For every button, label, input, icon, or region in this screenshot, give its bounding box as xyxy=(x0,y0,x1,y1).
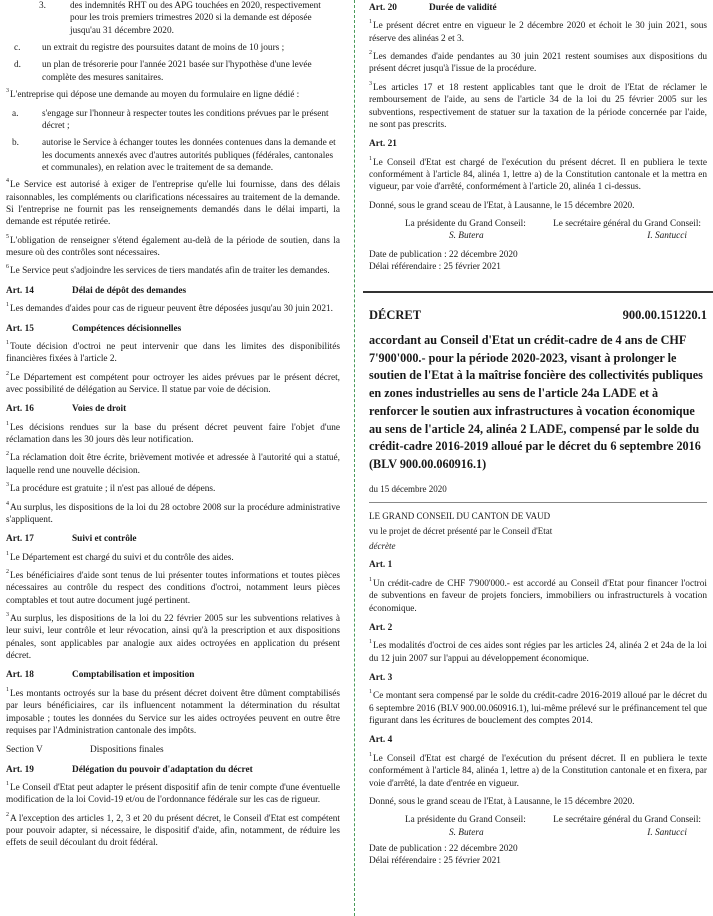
article-heading: Art. 17 Suivi et contrôle xyxy=(6,534,137,545)
section-heading: Section V Dispositions finales xyxy=(6,745,164,756)
paragraph: $^2$Les bénéficiaires d'aide sont tenus de lui présenter toutes informations et toutes pièces nécessaires au contrôle du respect des conditions d'octroi, notamment leurs pièces comptables et tout autre document jugé pertinent. xyxy=(6,568,340,606)
list-item: b. autorise le Service à échanger toutes les données contenues dans la demande et les documents annexés avec d'autres autorités publiques (fédérales, cantonales et communales), en relation avec le traitement de sa demande. xyxy=(12,138,336,173)
paragraph: $^2$Les demandes d'aide pendantes au 30 juin 2021 restent soumises aux dispositions du présent décret jusqu'à l'issue de la procédure. xyxy=(369,50,707,75)
list-item: a. s'engage sur l'honneur à respecter toutes les conditions prévues par le présent décret ; xyxy=(12,108,329,131)
paragraph: $^3$L'entreprise qui dépose une demande au moyen du formulaire en ligne dédié : xyxy=(6,88,300,101)
article-heading: Art. 18 Comptabilisation et imposition xyxy=(6,670,195,681)
given-clause: Donné, sous le grand sceau de l'Etat, à Lausanne, le 15 décembre 2020. xyxy=(369,796,635,807)
article-heading: Art. 15 Compétences décisionnelles xyxy=(6,323,182,334)
paragraph: $^3$Les articles 17 et 18 restent applicables tant que le droit de l'Etat de réclamer le remboursement de l'aide, au sens de l'article 34 de la loi du 25 février 2005 sur les subventions, respectivement de statuer sur la taxation de la période concernée par l'aide, ne sont pas prescrits. xyxy=(369,80,707,130)
paragraph: $^4$Le Service est autorisé à exiger de l'entreprise qu'elle lui fournisse, dans des délais raisonnables, les compléments ou clarifications nécessaires au traitement de la demande. Si l'entreprise ne fournit pas les renseignements demandés dans le délai imparti, la demande est réputée retirée. xyxy=(6,178,340,228)
paragraph: $^1$Ce montant sera compensé par le solde du crédit-cadre 2016-2019 alloué par le décret du 6 septembre 2016 (BLV 900.00.060916.1), lui-même prélevé sur le préfinancement tel que figurant dans les écritures de bouclement des comptes 2014. xyxy=(369,689,707,727)
publication-date: Date de publication : 22 décembre 2020 xyxy=(369,843,518,854)
right-column xyxy=(369,0,707,868)
decree-label: DÉCRET xyxy=(369,308,422,323)
decree-date: du 15 décembre 2020 xyxy=(369,483,447,494)
given-clause: Donné, sous le grand sceau de l'Etat, à Lausanne, le 15 décembre 2020. xyxy=(369,200,635,211)
paragraph: $^1$Le présent décret entre en vigueur le 2 décembre 2020 et échoit le 30 juin 2021, sous réserve des alinéas 2 et 3. xyxy=(369,19,707,44)
paragraph: $^3$La procédure est gratuite ; il n'est pas alloué de dépens. xyxy=(6,482,216,495)
paragraph: $^2$A l'exception des articles 1, 2, 3 et 20 du présent décret, le Conseil d'Etat est compétent pour pouvoir adapter, si nécessaire, le dispositif d'aide, afin, notamment, de réduire les effets de seuil découlant du droit fédéral. xyxy=(6,811,340,849)
paragraph: $^3$Au surplus, les dispositions de la loi du 22 février 2005 sur les subventions relatives à leur suivi, leur contrôle et leur révocation, ainsi qu'à la prescription et aux dispositions pénales, sont applicables par analogie aux aides octroyées en application du présent décret. xyxy=(6,612,340,662)
decree-title: accordant au Conseil d'Etat un crédit-cadre de 4 ans de CHF 7'900'000.- pour la période 2020-2023, visant à prolonger le soutien de l'Etat à la maîtrise foncière des collectivités publiques en zones industrielles au sens de l'article 24a LADE et à renforcer le soutien aux infrastructures à vocation économique au sens de l'article 24, alinéa 2 LADE, compensé par le solde du crédit-cadre 2016-2019 alloué par le décret du 6 septembre 2016 (BLV 900.00.060916.1) xyxy=(369,333,703,471)
signature-titles: La présidente du Grand Conseil: Le secrétaire général du Grand Conseil: xyxy=(405,219,701,230)
list-item: 3. des indemnités RHT ou des APG touchées en 2020, respectivement pour les trois premiers trimestres 2020 si la demande est déposée jusqu'au 31 décembre 2020. xyxy=(39,1,321,36)
paragraph: $^5$L'obligation de renseigner s'étend également au-delà de la période de soutien, dans la mesure où des contrôles sont nécessaires. xyxy=(6,233,340,259)
article-heading: Art. 19 Délégation du pouvoir d'adaptation du décret xyxy=(6,764,253,775)
paragraph: $^1$Toute décision d'octroi ne peut intervenir que dans les limites des disponibilités financières fixées à l'article 2. xyxy=(6,339,340,365)
decrees-word: décrète xyxy=(369,540,396,551)
paragraph: $^4$Au surplus, les dispositions de la loi du 28 octobre 2008 sur la procédure administrative s'appliquent. xyxy=(6,500,340,525)
paragraph: $^6$Le Service peut s'adjoindre les services de tiers mandatés afin de traiter les demandes. xyxy=(6,264,330,277)
paragraph: $^2$La réclamation doit être écrite, brièvement motivée et adressée à l'autorité qui a statué, laquelle rend une nouvelle décision. xyxy=(6,451,340,476)
referendum-deadline: Délai référendaire : 25 février 2021 xyxy=(369,262,501,273)
list-item: d. un plan de trésorerie pour l'année 2021 basée sur l'hypothèse d'une levée complète des mesures sanitaires. xyxy=(14,60,312,83)
seen-clause: vu le projet de décret présenté par le Conseil d'Etat xyxy=(369,525,553,536)
column-divider xyxy=(354,0,355,916)
paragraph: $^1$Le Conseil d'Etat est chargé de l'exécution du présent décret. Il en publiera le texte conformément à l'article 84, alinéa 1, lettre a) de la Constitution cantonale et la mettra en vigueur, par voie d'arrêté, conformément à l'article 20, alinéa 1 ci-dessus. xyxy=(369,155,707,193)
signature-titles: La présidente du Grand Conseil: Le secrétaire général du Grand Conseil: xyxy=(405,815,701,826)
paragraph: $^1$Un crédit-cadre de CHF 7'900'000.- est accordé au Conseil d'Etat pour financer l'octroi de subventions en faveur de projets fonciers, immobiliers ou infrastructurels à vocation économique. xyxy=(369,576,707,614)
decree-header xyxy=(369,307,707,324)
signature-names: S. Butera I. Santucci xyxy=(449,231,687,242)
paragraph: $^1$Les modalités d'octroi de ces aides sont régies par les articles 24, alinéa 2 et 24a de la loi du 12 juin 2007 sur l'appui au développement économique. xyxy=(369,639,707,664)
article-heading: Art. 20 Durée de validité xyxy=(369,3,497,13)
paragraph: $^1$Le Conseil d'Etat est chargé de l'exécution du présent décret. Il en publiera le texte conformément à l'article 84, alinéa 1, lettre a) de la Constitution cantonale et en fixera, par voie d'arrêté, la date d'entrée en vigueur. xyxy=(369,751,707,789)
list-item: c. un extrait du registre des poursuites datant de moins de 10 jours ; xyxy=(14,43,285,54)
article-heading: Art. 16 Voies de droit xyxy=(6,404,127,415)
article-heading: Art. 4 xyxy=(369,735,393,746)
paragraph: $^1$Les montants octroyés sur la base du présent décret doivent être dûment comptabilisés par leurs bénéficiaires, car ils influencent notamment la détermination du résultat imposable ; toutes les données du Service sur les aides octroyées peuvent en outre être requises par l'Administration cantonale des impôts. xyxy=(6,686,340,736)
decree-number: 900.00.151220.1 xyxy=(622,308,707,323)
article-heading: Art. 21 xyxy=(369,139,397,150)
article-heading: Art. 1 xyxy=(369,560,393,571)
signature-names: S. Butera I. Santucci xyxy=(449,827,687,838)
paragraph: $^1$Les décisions rendues sur la base du présent décret peuvent faire l'objet d'une réclamation dans les 30 jours dès leur notification. xyxy=(6,420,340,446)
paragraph: $^1$Le Département est chargé du suivi et du contrôle des aides. xyxy=(6,550,234,563)
section-divider xyxy=(363,291,713,293)
left-column xyxy=(6,0,340,856)
council-name: LE GRAND CONSEIL DU CANTON DE VAUD xyxy=(369,510,551,521)
article-heading: Art. 3 xyxy=(369,672,393,683)
paragraph: $^1$Les demandes d'aides pour cas de rigueur peuvent être déposées jusqu'au 30 juin 2021. xyxy=(6,302,333,315)
paragraph: $^1$Le Conseil d'Etat peut adapter le présent dispositif afin de tenir compte d'une éventuelle modification de la loi Covid-19 et/ou de l'ordonnance fédérale sur les cas de rigueur. xyxy=(6,780,340,806)
thin-divider xyxy=(369,502,707,503)
paragraph: $^2$Le Département est compétent pour octroyer les aides prévues par le présent décret, avec possibilité de délégation au Service. Il statue par voie de décision. xyxy=(6,370,340,395)
article-heading: Art. 2 xyxy=(369,622,393,633)
referendum-deadline: Délai référendaire : 25 février 2021 xyxy=(369,856,501,867)
article-heading: Art. 14 Délai de dépôt des demandes xyxy=(6,285,187,296)
publication-date: Date de publication : 22 décembre 2020 xyxy=(369,249,518,260)
